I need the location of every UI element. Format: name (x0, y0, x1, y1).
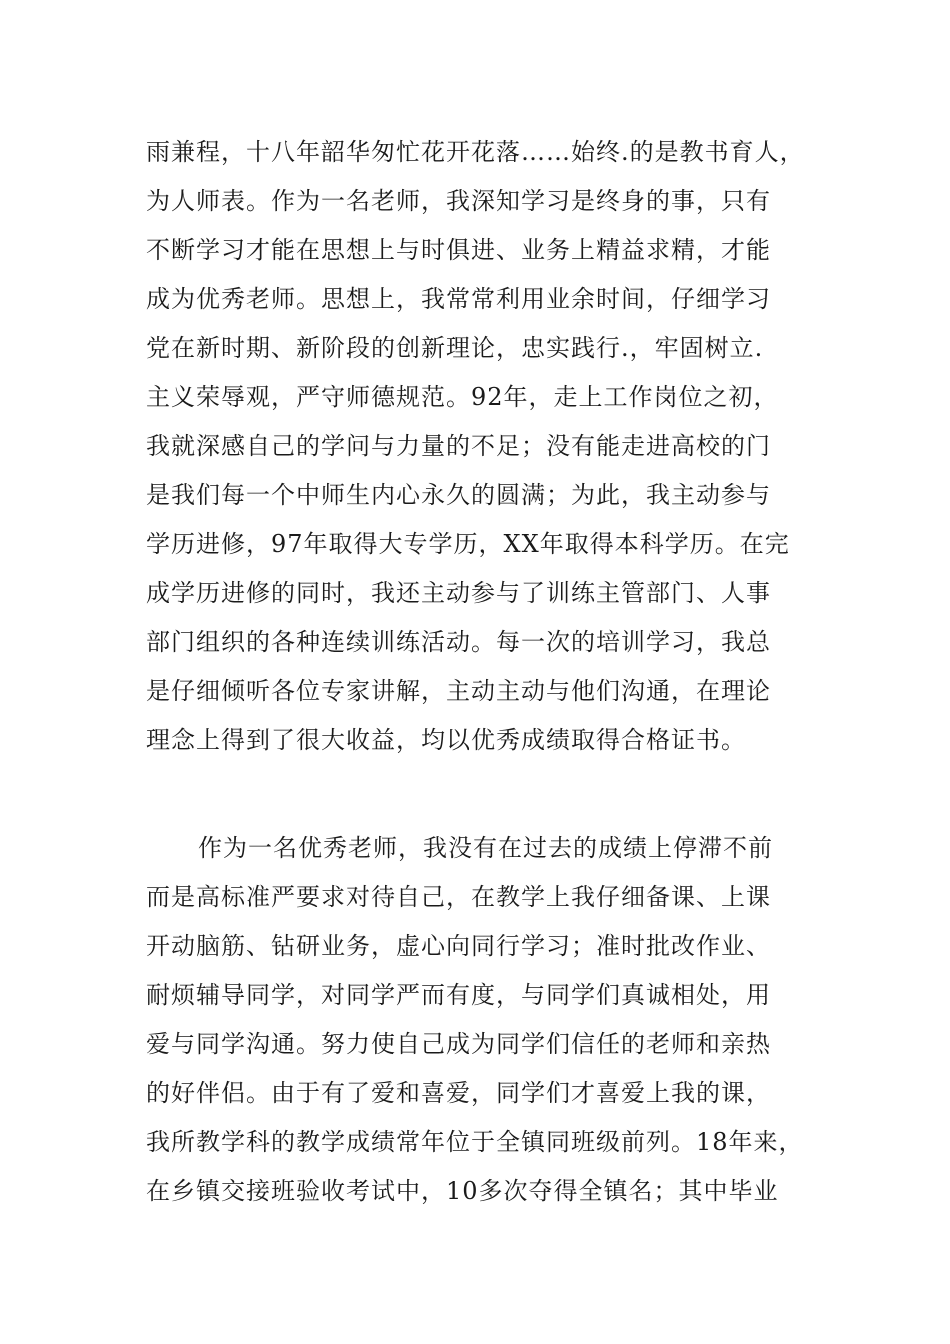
text-line: 耐烦辅导同学，对同学严而有度，与同学们真诚相处，用 (146, 981, 771, 1009)
text-line: 我所教学科的教学成绩常年位于全镇同班级前列。18年来， (146, 1128, 804, 1156)
text-line: 为人师表。作为一名老师，我深知学习是终身的事，只有 (146, 187, 771, 215)
paragraph-2 (146, 824, 846, 1216)
text-line: 是仔细倾听各位专家讲解，主动主动与他们沟通，在理论 (146, 677, 771, 705)
text-line: 主义荣辱观，严守师德规范。92年，走上工作岗位之初， (146, 383, 779, 411)
text-line: 而是高标准严要求对待自己，在教学上我仔细备课、上课 (146, 883, 771, 911)
text-line: 我就深感自己的学问与力量的不足；没有能走进高校的门 (146, 432, 771, 460)
text-line: 成为优秀老师。思想上，我常常利用业余时间，仔细学习 (146, 285, 771, 313)
text-line: 理念上得到了很大收益，均以优秀成绩取得合格证书。 (146, 726, 746, 754)
text-line: 部门组织的各种连续训练活动。每一次的培训学习，我总 (146, 628, 771, 656)
text-line: 开动脑筋、钻研业务，虚心向同行学习；准时批改作业、 (146, 932, 771, 960)
text-line: 作为一名优秀老师，我没有在过去的成绩上停滞不前 (198, 834, 773, 862)
text-line: 在乡镇交接班验收考试中，10多次夺得全镇名；其中毕业 (146, 1177, 779, 1205)
text-line: 是我们每一个中师生内心永久的圆满；为此，我主动参与 (146, 481, 771, 509)
text-line: 爱与同学沟通。努力使自己成为同学们信任的老师和亲热 (146, 1030, 771, 1058)
paragraph-1 (146, 128, 846, 765)
text-line: 学历进修，97年取得大专学历，XX年取得本科学历。在完 (146, 530, 790, 558)
text-line: 的好伴侣。由于有了爱和喜爱，同学们才喜爱上我的课， (146, 1079, 771, 1107)
text-line: 成学历进修的同时，我还主动参与了训练主管部门、人事 (146, 579, 771, 607)
text-line: 不断学习才能在思想上与时俱进、业务上精益求精，才能 (146, 236, 771, 264)
text-line: 雨兼程，十八年韶华匆忙花开花落……始终.的是教书育人， (146, 138, 805, 166)
text-line: 党在新时期、新阶段的创新理论，忠实践行.，牢固树立. (146, 334, 764, 362)
